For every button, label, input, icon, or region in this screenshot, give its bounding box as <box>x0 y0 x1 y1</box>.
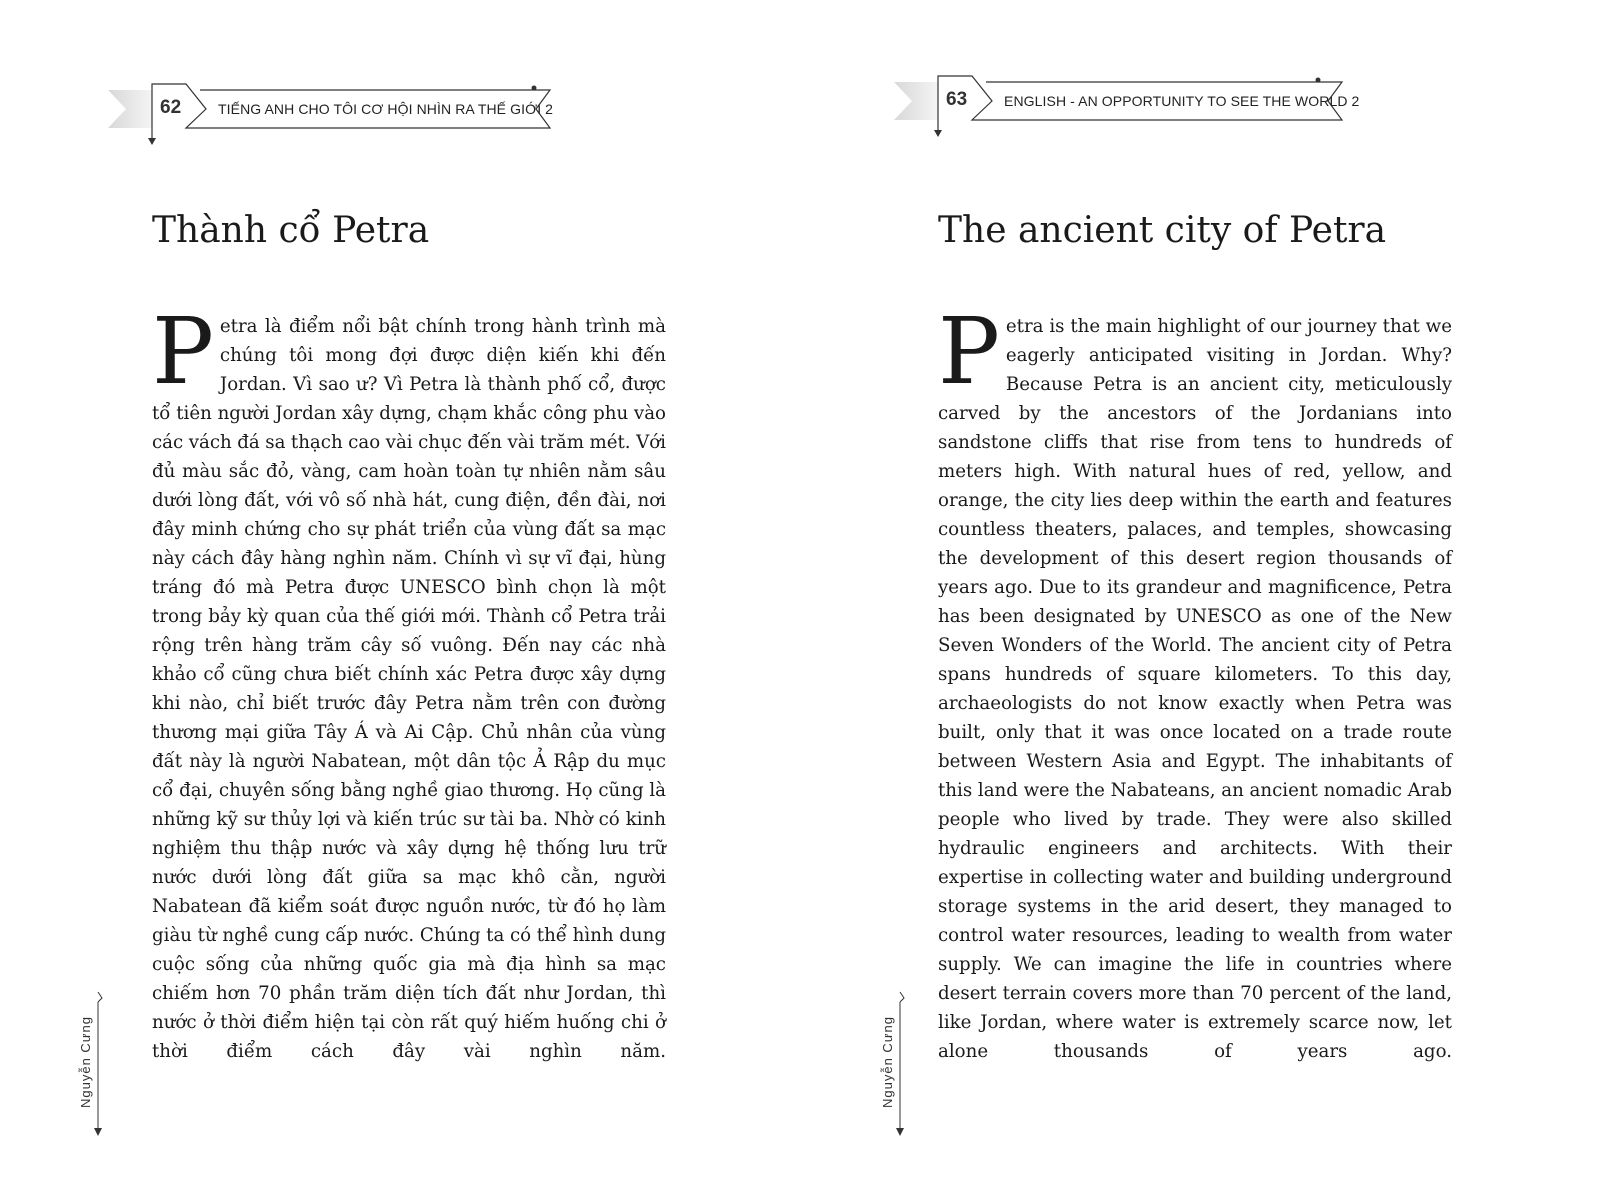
body-paragraph <box>938 298 1452 1066</box>
page-number: 62 <box>160 97 182 118</box>
running-title: ENGLISH - AN OPPORTUNITY TO SEE THE WORLD 2 <box>1004 93 1360 109</box>
page-number: 63 <box>946 89 968 110</box>
page-title: Thành cổ Petra <box>152 210 430 251</box>
side-author: Nguyễn Cưng <box>880 1016 895 1108</box>
body-paragraph <box>152 298 666 1066</box>
side-author: Nguyễn Cưng <box>78 1016 93 1108</box>
body-text: etra là điểm nổi bật chính trong hành trình mà chúng tôi mong đợi được diện kiến khi đến Jordan. Vì sao ư? Vì Petra là thành phố cổ, được tổ tiên người Jordan xây dựng, chạm khắc công phu vào các vách đá sa thạch cao vài chục đến vài trăm mét. Với đủ màu sắc đỏ, vàng, cam hoàn toàn tự nhiên nằm sâu dưới lòng đất, với vô số nhà hát, cung điện, đền đài, nơi đây minh chứng cho sự phát triển của vùng đất sa mạc này cách đây hàng nghìn năm. Chính vì sự vĩ đại, hùng tráng đó mà Petra được UNESCO bình chọn là một trong bảy kỳ quan của thế giới mới. Thành cổ Petra trải rộng trên hàng trăm cây số vuông. Đến nay các nhà khảo cổ cũng chưa biết chính xác Petra được xây dựng khi nào, chỉ biết trước đây Petra nằm trên con đường thương mại giữa Tây Á và Ai Cập. Chủ nhân của vùng đất này là người Nabatean, một dân tộc Ả Rập du mục cổ đại, chuyên sống bằng nghề giao thương. Họ cũng là những kỹ sư thủy lợi và kiến trúc sư tài ba. Nhờ có kinh nghiệm thu thập nước và xây dựng hệ thống lưu trữ nước dưới lòng đất giữa sa mạc khô cằn, người Nabatean đã kiểm soát được nguồn nước, từ đó họ làm giàu từ nghề cung cấp nước. Chúng ta có thể hình dung cuộc sống của những quốc gia mà địa hình sa mạc chiếm hơn 70 phần trăm diện tích đất như Jordan, thì nước ở thời điểm hiện tại còn rất quý hiếm huống chi ở thời điểm cách đây vài nghìn năm. <box>152 316 666 1062</box>
right-page <box>800 0 1600 1188</box>
drop-cap: P <box>152 298 214 405</box>
drop-cap: P <box>938 298 1000 405</box>
page-title: The ancient city of Petra <box>938 210 1387 251</box>
running-title: TIẾNG ANH CHO TÔI CƠ HỘI NHÌN RA THẾ GIỚI 2 <box>218 101 554 117</box>
body-text: etra is the main highlight of our journey that we eagerly anticipated visiting in Jordan. Why? Because Petra is an ancient city, meticulously carved by the ancestors of the Jordanians into sandstone cliffs that rise from tens to hundreds of meters high. With natural hues of red, yellow, and orange, the city lies deep within the earth and features countless theaters, palaces, and temples, showcasing the development of this desert region thousands of years ago. Due to its grandeur and magnificence, Petra has been designated by UNESCO as one of the New Seven Wonders of the World. The ancient city of Petra spans hundreds of square kilometers. To this day, archaeologists do not know exactly when Petra was built, only that it was once located on a trade route between Western Asia and Egypt. The inhabitants of this land were the Nabateans, an ancient nomadic Arab people who lived by trade. They were also skilled hydraulic engineers and architects. With their expertise in collecting water and building underground storage systems in the arid desert, they managed to control water resources, leading to wealth from water supply. We can imagine the life in countries where desert terrain covers more than 70 percent of the land, like Jordan, where water is extremely scarce now, let alone thousands of years ago. <box>938 316 1452 1062</box>
